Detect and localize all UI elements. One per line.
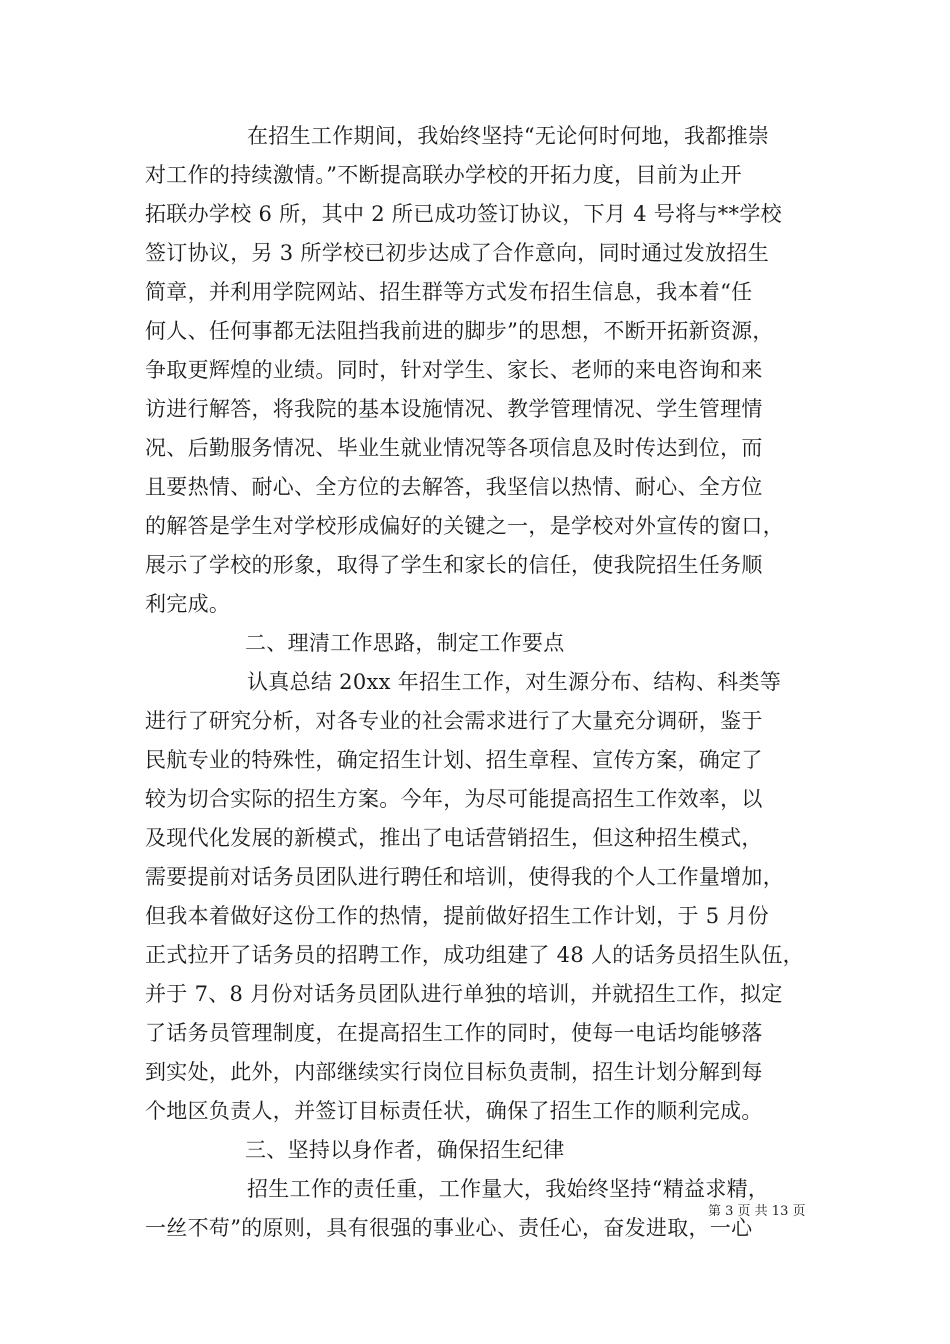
paragraph-line: 拓联办学校 6 所，其中 2 所已成功签订协议，下月 4 号将与**学校 xyxy=(145,202,782,226)
paragraph-line: 况、后勤服务情况、毕业生就业情况等各项信息及时传达到位，而 xyxy=(145,436,763,460)
paragraph-line: 进行了研究分析，对各专业的社会需求进行了大量充分调研，鉴于 xyxy=(145,709,763,733)
paragraph-line: 且要热情、耐心、全方位的去解答，我坚信以热情、耐心、全方位 xyxy=(145,475,763,499)
paragraph-line: 及现代化发展的新模式，推出了电话营销招生，但这种招生模式， xyxy=(145,826,763,850)
paragraph-line: 民航专业的特殊性，确定招生计划、招生章程、宣传方案，确定了 xyxy=(145,748,763,772)
paragraph-line: 展示了学校的形象，取得了学生和家长的信任，使我院招生任务顺 xyxy=(145,553,763,577)
paragraph-line: 较为切合实际的招生方案。今年，为尽可能提高招生工作效率，以 xyxy=(145,787,763,811)
paragraph-line: 个地区负责人，并签订目标责任状，确保了招生工作的顺利完成。 xyxy=(145,1099,763,1123)
paragraph-line: 到实处，此外，内部继续实行岗位目标负责制，招生计划分解到每 xyxy=(145,1060,763,1084)
paragraph-line: 正式拉开了话务员的招聘工作，成功组建了 48 人的话务员招生队伍， xyxy=(145,943,804,967)
paragraph-line: 访进行解答，将我院的基本设施情况、教学管理情况、学生管理情 xyxy=(145,397,763,421)
paragraph-line: 认真总结 20xx 年招生工作，对生源分布、结构、科类等 xyxy=(247,670,782,694)
paragraph-line: 并于 7、8 月份对话务员团队进行单独的培训，并就招生工作，拟定 xyxy=(145,982,783,1006)
paragraph-line: 在招生工作期间，我始终坚持“无论何时何地，我都推崇 xyxy=(247,124,770,148)
page-number-footer: 第 3 页 共 13 页 xyxy=(708,1204,806,1219)
paragraph-line: 利完成。 xyxy=(145,592,231,616)
paragraph-line: 争取更辉煌的业绩。同时，针对学生、家长、老师的来电咨询和来 xyxy=(145,358,763,382)
paragraph-line: 但我本着做好这份工作的热情，提前做好招生工作计划，于 5 月份 xyxy=(145,904,770,928)
paragraph-line: 对工作的持续激情。”不断提高联办学校的开拓力度，目前为止开 xyxy=(145,163,742,187)
paragraph-line: 的解答是学生对学校形成偏好的关键之一，是学校对外宣传的窗口， xyxy=(145,514,784,538)
section-heading-2: 二、理清工作思路，制定工作要点 xyxy=(245,631,565,655)
paragraph-line: 招生工作的责任重，工作量大，我始终坚持“精益求精， xyxy=(247,1177,770,1201)
paragraph-line: 需要提前对话务员团队进行聘任和培训，使得我的个人工作量增加， xyxy=(145,865,784,889)
paragraph-line: 了话务员管理制度，在提高招生工作的同时，使每一电话均能够落 xyxy=(145,1021,763,1045)
section-heading-3: 三、坚持以身作者，确保招生纪律 xyxy=(245,1138,565,1162)
paragraph-line: 何人、任何事都无法阻挡我前进的脚步”的思想，不断开拓新资源， xyxy=(145,319,774,343)
paragraph-line: 一丝不苟”的原则，具有很强的事业心、责任心，奋发进取，一心 xyxy=(145,1216,753,1240)
paragraph-line: 简章，并利用学院网站、招生群等方式发布招生信息，我本着“任 xyxy=(145,280,753,304)
paragraph-line: 签订协议，另 3 所学校已初步达成了合作意向，同时通过发放招生 xyxy=(145,241,770,265)
